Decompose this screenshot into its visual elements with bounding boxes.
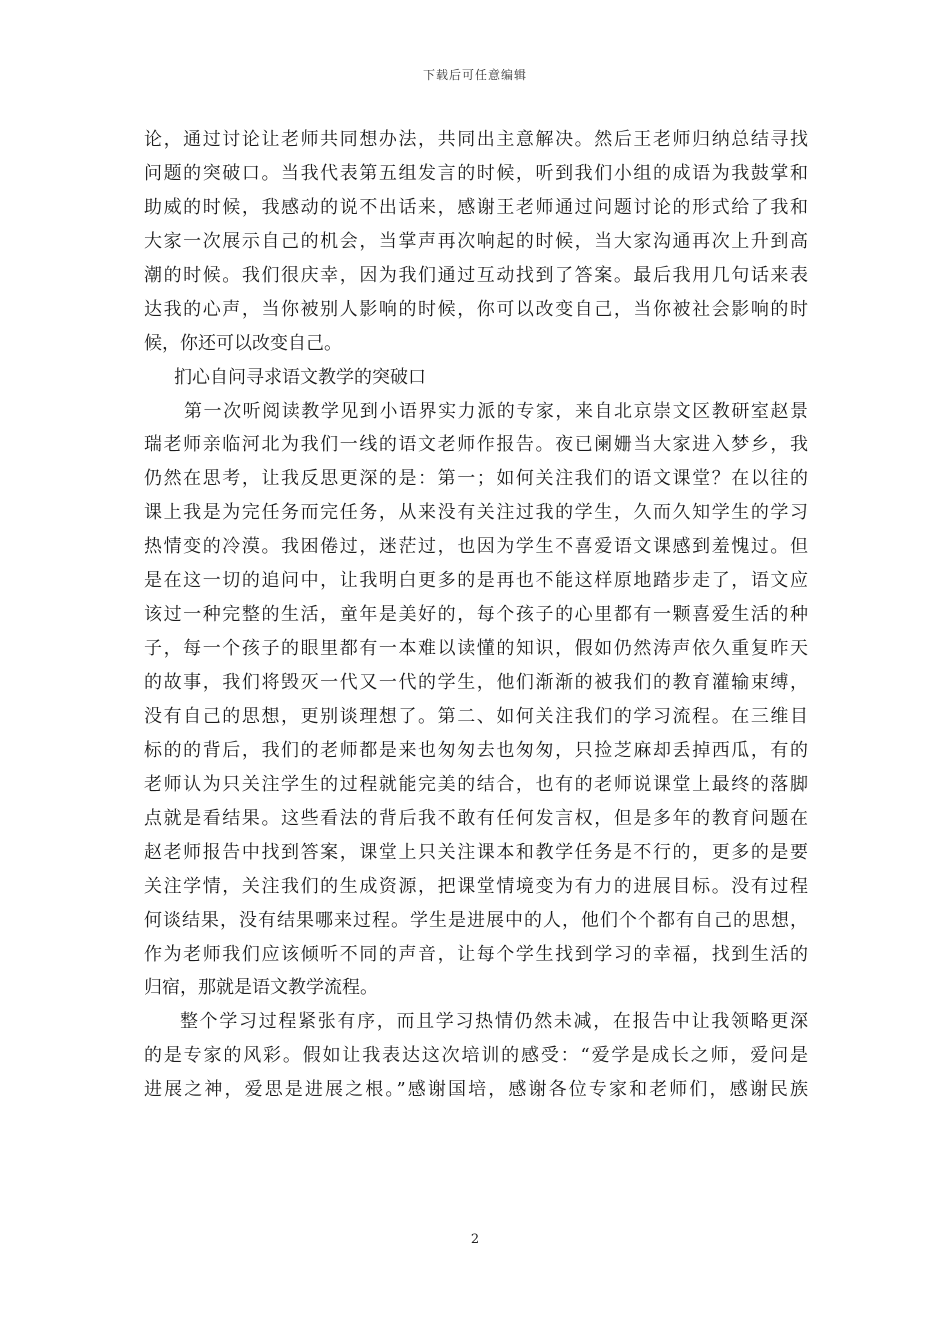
text-line: 仍然在思考，让我反思更深的是：第一；如何关注我们的语文课堂？在以往的 — [144, 468, 808, 490]
page-header: 下载后可任意编辑 — [422, 68, 527, 82]
text-line: 论，通过讨论让老师共同想办法，共同出主意解决。然后王老师归纳总结寻找 — [144, 129, 808, 150]
text-line: 标的的背后，我们的老师都是来也匆匆去也匆匆，只捡芝麻却丢掉西瓜，有的 — [144, 739, 808, 761]
page-number: 2 — [470, 1232, 480, 1247]
text-line: 的是专家的风彩。假如让我表达这次培训的感受：“爱学是成长之师，爱问是 — [144, 1045, 808, 1067]
text-line: 该过一种完整的生活，童年是美好的，每个孩子的心里都有一颗喜爱生活的种 — [144, 604, 808, 626]
text-line: 瑞老师亲临河北为我们一线的语文老师作报告。夜已阑姗当大家进入梦乡，我 — [144, 434, 808, 456]
text-line: 潮的时候。我们很庆幸，因为我们通过互动找到了答案。最后我用几句话来表 — [144, 264, 808, 286]
text-line: 大家一次展示自己的机会，当掌声再次响起的时候，当大家沟通再次上升到高 — [144, 230, 808, 252]
text-line: 候，你还可以改变自己。 — [144, 332, 342, 354]
text-line: 没有自己的思想，更别谈理想了。第二、如何关注我们的学习流程。在三维目 — [144, 705, 808, 727]
section-heading: 扪心自问寻求语文教学的突破口 — [174, 366, 426, 388]
text-line: 达我的心声，当你被别人影响的时候，你可以改变自己，当你被社会影响的时 — [144, 298, 808, 320]
text-line: 关注学情，关注我们的生成资源，把课堂情境变为有力的进展目标。没有过程 — [144, 875, 808, 897]
text-line: 整个学习过程紧张有序，而且学习热情仍然未减，在报告中让我领略更深 — [180, 1011, 808, 1033]
text-line: 课上我是为完任务而完任务，从来没有关注过我的学生，久而久知学生的学习 — [144, 502, 808, 524]
text-line: 作为老师我们应该倾听不同的声音，让每个学生找到学习的幸福，找到生活的 — [144, 943, 808, 965]
text-line: 归宿，那就是语文教学流程。 — [144, 977, 378, 999]
text-line: 老师认为只关注学生的过程就能完美的结合，也有的老师说课堂上最终的落脚 — [144, 773, 808, 795]
text-line: 第一次听阅读教学见到小语界实力派的专家，来自北京崇文区教研室赵景 — [184, 400, 808, 422]
text-line: 问题的突破口。当我代表第五组发言的时候，听到我们小组的成语为我鼓掌和 — [144, 162, 808, 184]
text-line: 赵老师报告中找到答案，课堂上只关注课本和教学任务是不行的，更多的是要 — [144, 841, 808, 863]
text-line: 的故事，我们将毁灭一代又一代的学生，他们渐渐的被我们的教育灌输束缚， — [144, 672, 808, 693]
text-line: 进展之神，爱思是进展之根。”感谢国培，感谢各位专家和老师们，感谢民族 — [144, 1079, 808, 1101]
text-line: 热情变的冷漠。我困倦过，迷茫过，也因为学生不喜爱语文课感到羞愧过。但 — [144, 536, 808, 558]
text-line: 子，每一个孩子的眼里都有一本难以读懂的知识，假如仍然涛声依久重复昨天 — [144, 638, 808, 660]
text-line: 何谈结果，没有结果哪来过程。学生是进展中的人，他们个个都有自己的思想， — [144, 909, 808, 931]
document-body — [144, 124, 808, 1108]
text-line: 点就是看结果。这些看法的背后我不敢有任何发言权，但是多年的教育问题在 — [144, 807, 808, 829]
text-line: 是在这一切的追问中，让我明白更多的是再也不能这样原地踏步走了，语文应 — [144, 570, 808, 592]
text-line: 助威的时候，我感动的说不出话来，感谢王老师通过问题讨论的形式给了我和 — [144, 196, 808, 218]
